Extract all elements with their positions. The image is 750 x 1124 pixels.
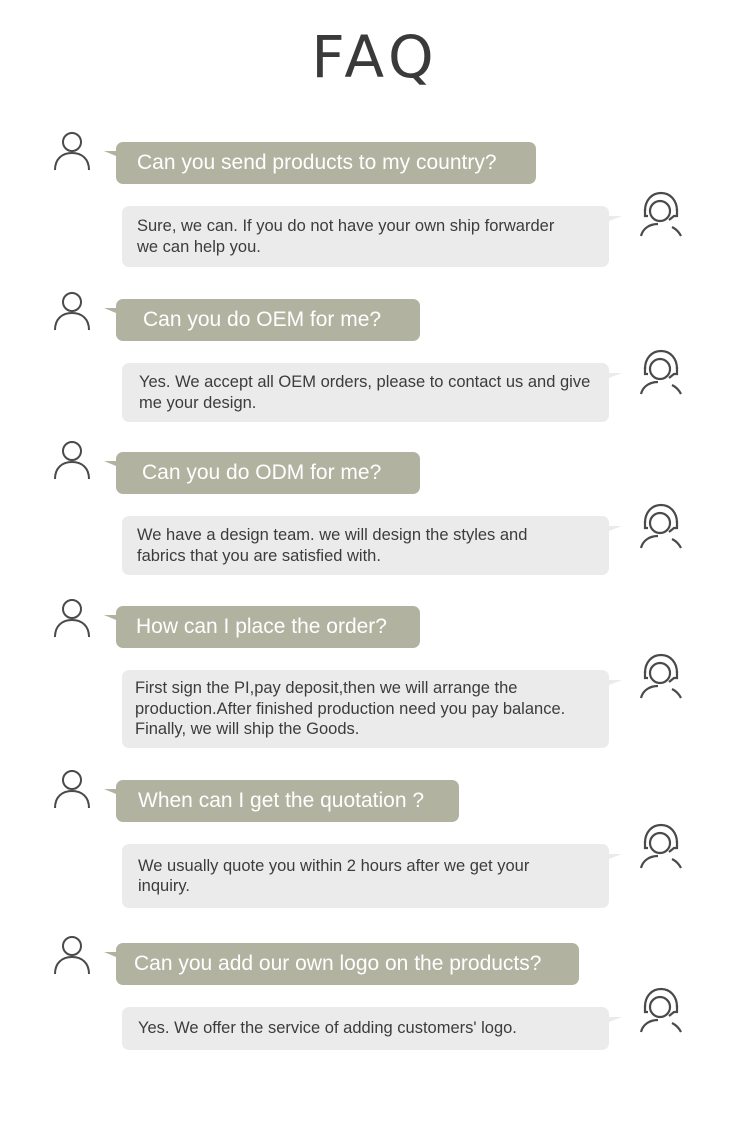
faq-answer-text: Sure, we can. If you do not have your own ship forwarder we can help you. — [137, 217, 555, 256]
headset-agent-icon — [636, 502, 686, 552]
faq-answer-text: We have a design team. we will design the styles and fabrics that you are satisfied with. — [137, 526, 528, 565]
faq-question-text: Can you do ODM for me? — [142, 461, 382, 484]
faq-answer-text: Yes. We offer the service of adding customers' logo. — [138, 1019, 517, 1038]
faq-question-bubble — [116, 142, 536, 184]
user-icon — [52, 439, 92, 481]
user-icon — [52, 290, 92, 332]
user-icon — [52, 934, 92, 976]
user-icon — [52, 130, 92, 172]
faq-question-bubble — [116, 299, 420, 341]
headset-agent-icon — [636, 822, 686, 872]
faq-answer-bubble — [122, 206, 609, 267]
faq-question-text: How can I place the order? — [136, 615, 387, 638]
faq-question-bubble — [116, 452, 420, 494]
faq-question-bubble — [116, 606, 420, 648]
faq-question-text: Can you add our own logo on the products? — [134, 952, 542, 975]
user-icon — [52, 597, 92, 639]
faq-question-text: Can you send products to my country? — [137, 151, 497, 174]
faq-question-bubble — [116, 943, 579, 985]
headset-agent-icon — [636, 652, 686, 702]
faq-answer-text: We usually quote you within 2 hours after we get your inquiry. — [138, 856, 530, 895]
page-title: FAQ — [311, 23, 439, 91]
faq-question-text: Can you do OEM for me? — [143, 308, 382, 331]
faq-answer-bubble — [122, 670, 609, 748]
faq-answer-text: First sign the PI,pay deposit,then we will arrange the production.After finished production need you pay balance. Finally, we will ship the Goods. — [135, 679, 566, 739]
user-icon — [52, 768, 92, 810]
faq-answer-text: Yes. We accept all OEM orders, please to contact us and give me your design. — [139, 373, 591, 412]
headset-agent-icon — [636, 190, 686, 240]
faq-answer-bubble — [122, 363, 609, 422]
faq-answer-bubble — [122, 516, 609, 575]
faq-answer-bubble — [122, 844, 609, 908]
headset-agent-icon — [636, 348, 686, 398]
faq-question-bubble — [116, 780, 459, 822]
headset-agent-icon — [636, 986, 686, 1036]
faq-question-text: When can I get the quotation ? — [138, 789, 425, 812]
faq-answer-bubble — [122, 1007, 609, 1050]
